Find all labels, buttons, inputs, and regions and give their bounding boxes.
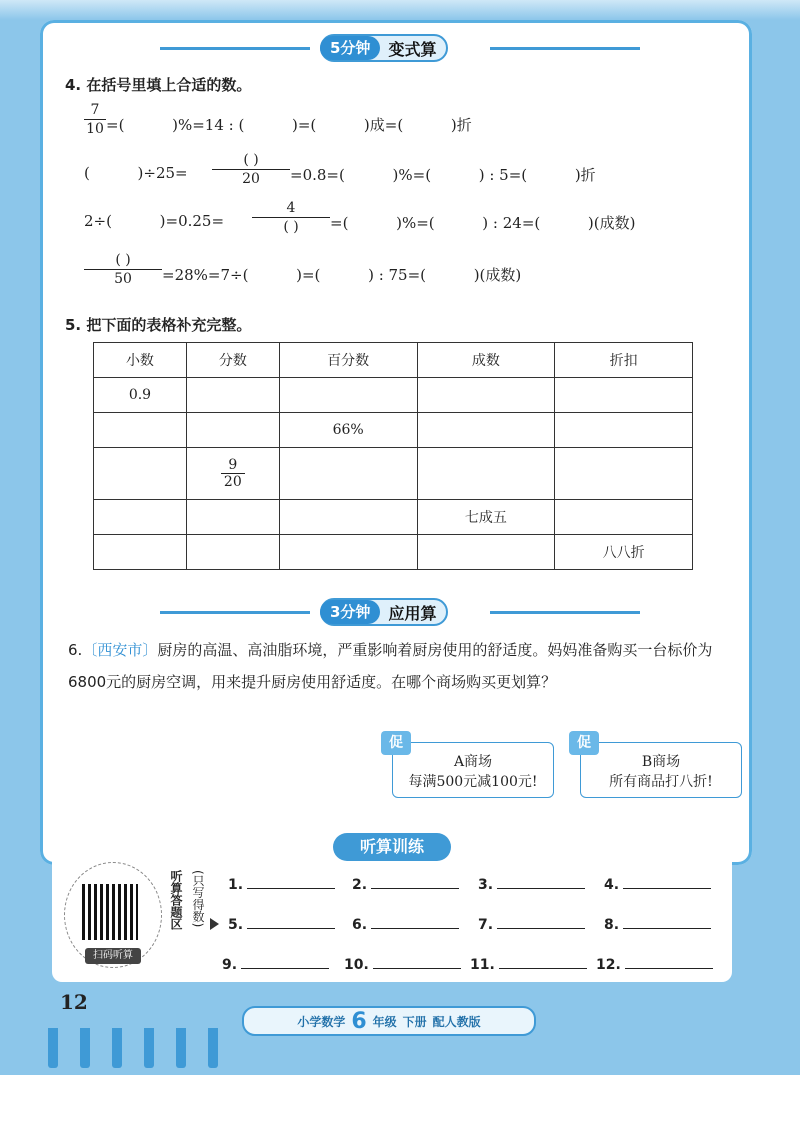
- table-cell[interactable]: [279, 535, 417, 570]
- table-cell[interactable]: [279, 500, 417, 535]
- table-cell[interactable]: [555, 500, 693, 535]
- table-row: [94, 500, 693, 535]
- question-4-row-2a: ( )÷25=: [84, 164, 188, 182]
- region-tag: 〔西安市〕: [82, 641, 158, 659]
- question-4-row-1: =( )%=14 : ( )=( )成=( )折: [106, 116, 472, 134]
- answer-slot[interactable]: 12.: [596, 956, 713, 973]
- table-cell: 66%: [279, 413, 417, 448]
- table-cell[interactable]: [186, 378, 279, 413]
- section-banner-1: [160, 34, 640, 62]
- table-row: [94, 448, 693, 500]
- table-cell[interactable]: [555, 378, 693, 413]
- section-banner-2: [160, 598, 640, 626]
- question-4-row-3b: =( )%=( ) : 24=( )(成数): [330, 214, 636, 232]
- fraction-4-blank: 4 ( ): [252, 200, 330, 235]
- footer-subject: 小学数学: [297, 1014, 346, 1029]
- answer-area-note: (只写得数): [191, 870, 205, 928]
- answer-slot[interactable]: 2.: [352, 876, 459, 893]
- table-cell: 七成五: [417, 500, 555, 535]
- header-percent: 百分数: [279, 343, 417, 378]
- promo-badge: 促: [381, 731, 411, 755]
- table-cell: 0.9: [94, 378, 187, 413]
- promo-offer: 每满500元减100元!: [408, 774, 538, 790]
- table-header-row: [94, 343, 693, 378]
- footer-edition: 配人教版: [432, 1014, 481, 1029]
- table-cell[interactable]: [94, 448, 187, 500]
- table-cell[interactable]: [417, 413, 555, 448]
- arrow-right-icon: [210, 918, 219, 930]
- question-6: [68, 634, 728, 698]
- table-row: [94, 378, 693, 413]
- answer-slot[interactable]: 1.: [228, 876, 335, 893]
- fill-table: [93, 342, 693, 570]
- answer-slot[interactable]: 5.: [228, 916, 335, 933]
- table-cell[interactable]: [417, 378, 555, 413]
- table-row: [94, 413, 693, 448]
- fraction-blank-50: ( ) 50: [84, 252, 162, 287]
- table-cell: 9 20: [186, 448, 279, 500]
- answer-slot[interactable]: 7.: [478, 916, 585, 933]
- table-cell[interactable]: [94, 413, 187, 448]
- scan-label: 扫码听算: [85, 948, 141, 964]
- edge-tab: [144, 1028, 154, 1068]
- table-cell[interactable]: [186, 500, 279, 535]
- answer-slot[interactable]: 3.: [478, 876, 585, 893]
- qr-code-icon[interactable]: [82, 884, 138, 940]
- page-number: 12: [60, 990, 88, 1014]
- footer-term: 下册: [402, 1014, 427, 1029]
- banner-time: 5分钟: [320, 36, 380, 60]
- edge-tab: [112, 1028, 122, 1068]
- answer-slot[interactable]: 8.: [604, 916, 711, 933]
- table-cell[interactable]: [417, 535, 555, 570]
- table-cell[interactable]: [94, 500, 187, 535]
- question-6-text: 厨房的高温、高油脂环境，严重影响着厨房使用的舒适度。妈妈准备购买一台标价为6800元的厨房空调，用来提升厨房使用舒适度。在哪个商场购买更划算？: [68, 641, 713, 691]
- header-cheng: 成数: [417, 343, 555, 378]
- edge-tab: [176, 1028, 186, 1068]
- table-cell[interactable]: [186, 413, 279, 448]
- table-cell[interactable]: [279, 378, 417, 413]
- top-edge: [0, 0, 800, 20]
- promo-store: B商场: [641, 754, 681, 770]
- fraction-7-10: 7 10: [84, 102, 106, 137]
- table-cell[interactable]: [417, 448, 555, 500]
- answer-slot[interactable]: 9.: [222, 956, 329, 973]
- footer-grade: 年级: [372, 1014, 397, 1029]
- answer-area-label: 听算答题区: [169, 870, 183, 930]
- edge-tab: [48, 1028, 58, 1068]
- table-cell[interactable]: [186, 535, 279, 570]
- banner-time: 3分钟: [320, 600, 380, 624]
- promo-card-a: [389, 735, 554, 798]
- edge-tab: [80, 1028, 90, 1068]
- answer-slot[interactable]: 4.: [604, 876, 711, 893]
- question-4-row-3a: 2÷( )=0.25=: [84, 212, 225, 230]
- table-row: [94, 535, 693, 570]
- edge-tab: [208, 1028, 218, 1068]
- listening-title: 听算训练: [333, 833, 451, 861]
- table-cell: 八八折: [555, 535, 693, 570]
- question-6-number: 6.: [68, 641, 83, 659]
- promo-badge: 促: [569, 731, 599, 755]
- promo-offer: 所有商品打八折!: [609, 774, 713, 790]
- header-fraction: 分数: [186, 343, 279, 378]
- banner-title: 变式算: [388, 39, 437, 59]
- answer-slot[interactable]: 11.: [470, 956, 587, 973]
- footer-grade-number: 6: [351, 1008, 367, 1034]
- promo-store: A商场: [453, 754, 493, 770]
- question-4-title: 4. 在括号里填上合适的数。: [65, 76, 252, 94]
- table-cell[interactable]: [555, 448, 693, 500]
- answer-slot[interactable]: 6.: [352, 916, 459, 933]
- header-decimal: 小数: [94, 343, 187, 378]
- header-discount: 折扣: [555, 343, 693, 378]
- promo-card-b: [577, 735, 742, 798]
- question-5-title: 5. 把下面的表格补充完整。: [65, 316, 252, 334]
- table-cell[interactable]: [94, 535, 187, 570]
- question-4-row-2b: =0.8=( )%=( ) : 5=( )折: [290, 166, 596, 184]
- table-cell[interactable]: [555, 413, 693, 448]
- question-4-row-4: =28%=7÷( )=( ) : 75=( )(成数): [162, 266, 522, 284]
- answer-slot[interactable]: 10.: [344, 956, 461, 973]
- banner-title: 应用算: [388, 603, 437, 623]
- fraction-blank-20: ( ) 20: [212, 152, 290, 187]
- footer-book-info: [242, 1006, 536, 1036]
- table-cell[interactable]: [279, 448, 417, 500]
